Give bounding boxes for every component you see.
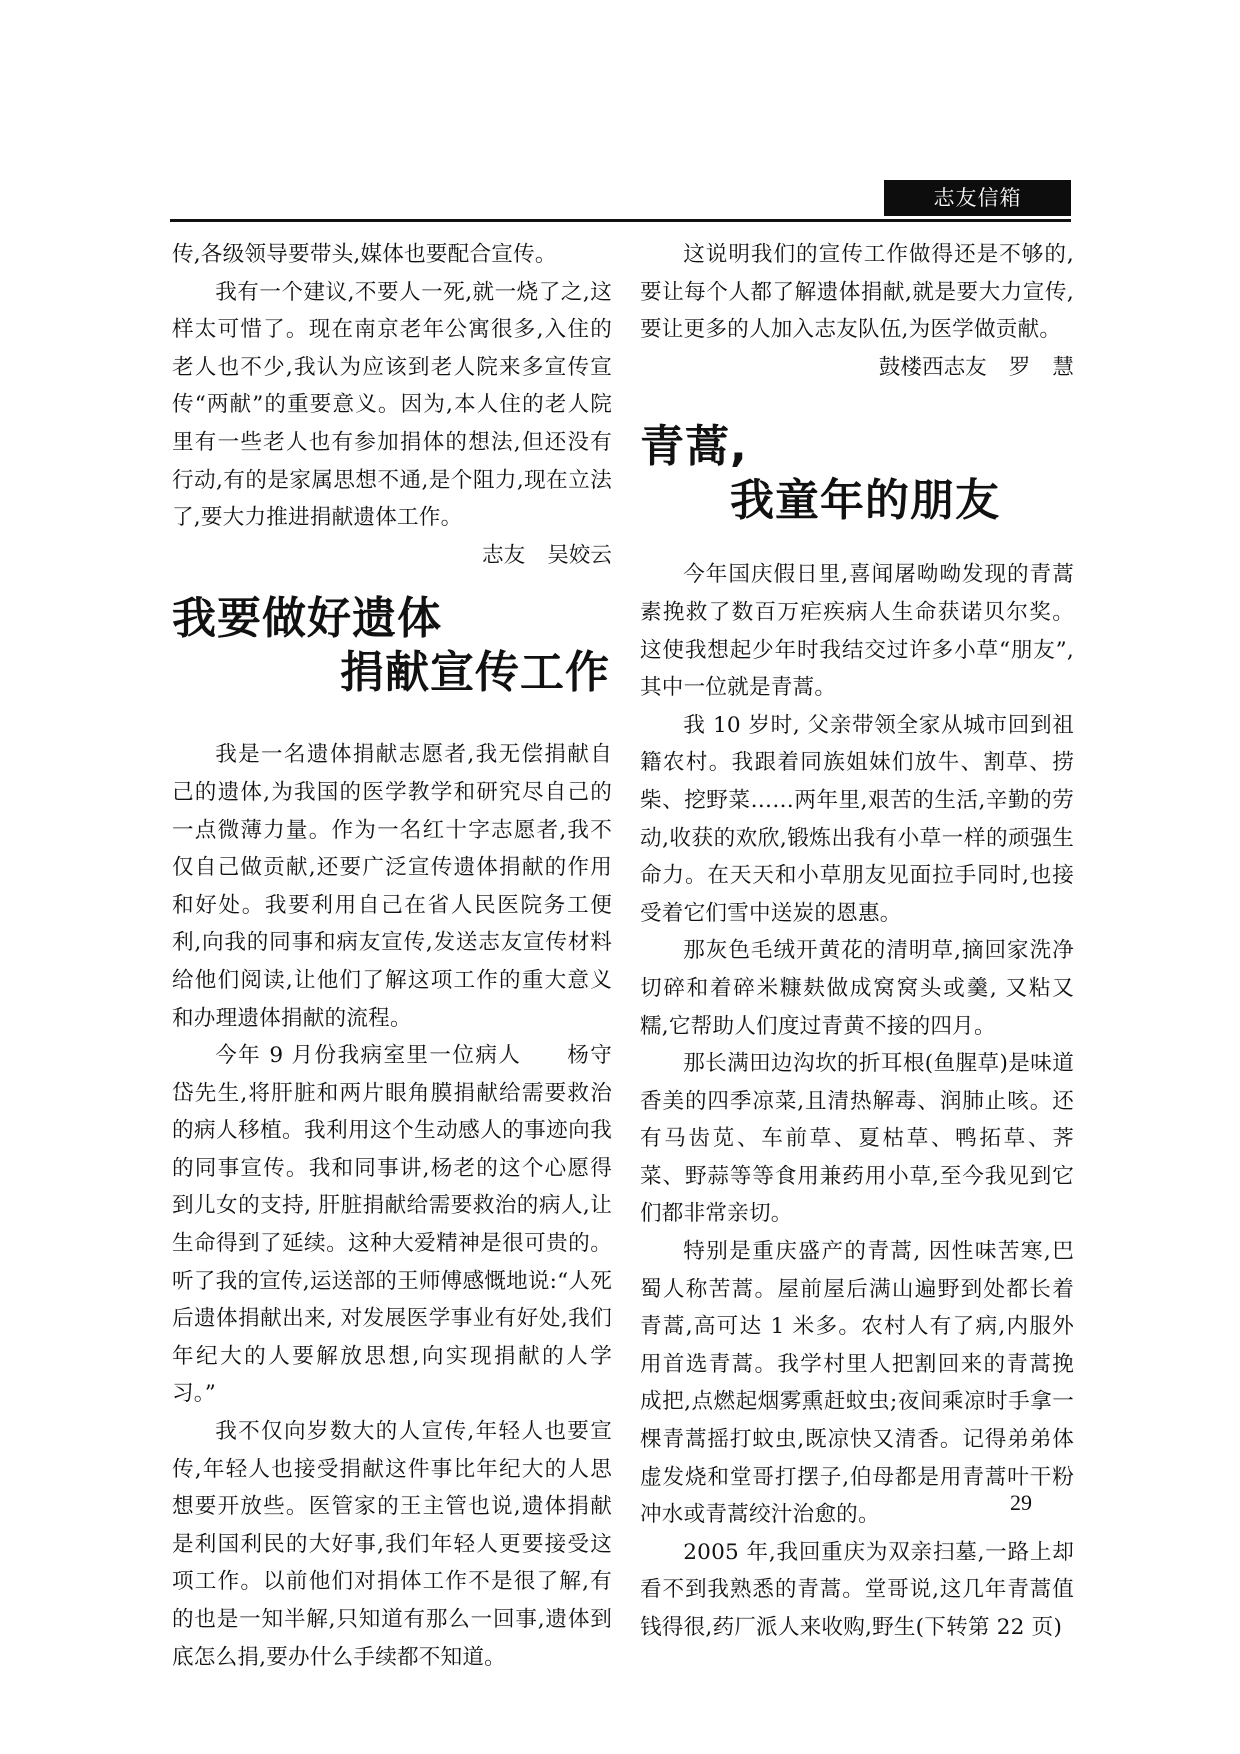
continued-paragraph: 传,各级领导要带头,媒体也要配合宣传。 <box>172 242 557 267</box>
article-paragraph: 我不仅向岁数大的人宣传,年轻人也要宣传,年轻人也接受捐献这件事比年纪大的人思想要开放些。医管家的王主管也说,遗体捐献是利国利民的大好事,我们年轻人更要接受这项工作。以前他们对捐体工作不是很了解,有的也是一知半解,只知道有那么一回事,遗体到底怎么捐,要办什么手续都不知道。 <box>172 1419 612 1670</box>
article-paragraph: 特别是重庆盛产的青蒿, 因性味苦寒,巴蜀人称苦蒿。屋前屋后满山遍野到处都长着青蒿,高可达 1 米多。农村人有了病,内服外用首选青蒿。我学村里人把割回来的青蒿挽成把,点燃起烟雾熏赶蚊虫;夜间乘凉时手拿一棵青蒿摇打蚊虫,既凉快又清香。记得弟弟体虚发烧和堂哥打摆子,伯母都是用青蒿叶干粉冲水或青蒿绞汁治愈的。 <box>640 1239 1074 1528</box>
header-rule <box>170 219 1071 222</box>
signature-prefix: 鼓楼西志友 <box>878 354 987 380</box>
signature-name-2: 慧 <box>1052 354 1074 380</box>
article-title-line2: 捐献宣传工作 <box>340 647 610 699</box>
article-paragraph: 我是一名遗体捐献志愿者,我无偿捐献自己的遗体,为我国的医学教学和研究尽自己的一点微薄力量。作为一名红十字志愿者,我不仅自己做贡献,还要广泛宣传遗体捐献的作用和好处。我要利用自己在省人民医院务工便利,向我的同事和病友宣传,发送志友宣传材料给他们阅读,让他们了解这项工作的重大意义和办理遗体捐献的流程。 <box>172 742 612 1031</box>
signature <box>640 349 1074 387</box>
signature-prefix: 志友 <box>482 542 526 568</box>
signature <box>172 537 612 575</box>
continued-paragraph: 这说明我们的宣传工作做得还是不够的,要让每个人都了解遗体捐献,就是要大力宣传,要让更多的人加入志友队伍,为医学做贡献。 <box>640 242 1074 343</box>
page-number: 29 <box>1010 1490 1032 1515</box>
section-tag: 志友信箱 <box>884 180 1071 216</box>
article-paragraph: 我 10 岁时, 父亲带领全家从城市回到祖籍农村。我跟着同族姐妹们放牛、割草、捞柴、挖野菜……两年里,艰苦的生活,辛勤的劳动,收获的欢欣,锻炼出我有小草一样的顽强生命力。在天天和小草朋友见面拉手同时,也接受着它们雪中送炭的恩惠。 <box>640 712 1074 926</box>
article-paragraph: 今年国庆假日里,喜闻屠呦呦发现的青蒿素挽救了数百万疟疾病人生命获诺贝尔奖。这使我想起少年时我结交过许多小草“朋友”,其中一位就是青蒿。 <box>640 562 1074 701</box>
continued-paragraph: 我有一个建议,不要人一死,就一烧了之,这样太可惜了。现在南京老年公寓很多,入住的老人也不少,我认为应该到老人院来多宣传宣传“两献”的重要意义。因为,本人住的老人院里有一些老人也有参加捐体的想法,但还没有行动,有的是家属思想不通,是个阻力,现在立法了,要大力推进捐献遗体工作。 <box>172 279 612 531</box>
left-column <box>172 236 612 1676</box>
article-paragraph: 那长满田边沟坎的折耳根(鱼腥草)是味道香美的四季凉菜,且清热解毒、润肺止咳。还有马齿苋、车前草、夏枯草、鸭拓草、荠菜、野蒜等等食用兼药用小草,至今我见到它们都非常亲切。 <box>640 1051 1074 1227</box>
article-paragraph: 2005 年,我回重庆为双亲扫墓,一路上却看不到我熟悉的青蒿。堂哥说,这几年青蒿值钱得很,药厂派人来收购,野生(下转第 22 页) <box>640 1539 1074 1640</box>
article-title-line2: 我童年的朋友 <box>730 475 1000 527</box>
article-title-line1: 我要做好遗体 <box>172 593 442 645</box>
article-paragraph: 那灰色毛绒开黄花的清明草,摘回家洗净切碎和着碎米糠麸做成窝窝头或羹, 又粘又糯,它帮助人们度过青黄不接的四月。 <box>640 938 1074 1039</box>
right-column <box>640 236 1074 1647</box>
article-paragraph: 今年 9 月份我病室里一位病人 杨守岱先生,将肝脏和两片眼角膜捐献给需要救治的病人移植。我利用这个生动感人的事迹向我的同事宣传。我和同事讲,杨老的这个心愿得到儿女的支持, 肝脏捐献给需要救治的病人,让生命得到了延续。这种大爱精神是很可贵的。听了我的宣传,运送部的王师傅感慨地说:“人死后遗体捐献出来, 对发展医学事业有好处,我们年纪大的人要解放思想,向实现捐献的人学习。” <box>172 1043 612 1407</box>
article-title-line1: 青蒿, <box>640 421 748 473</box>
signature-name-1: 罗 <box>1008 354 1031 380</box>
signature-name: 吴姣云 <box>547 542 612 568</box>
